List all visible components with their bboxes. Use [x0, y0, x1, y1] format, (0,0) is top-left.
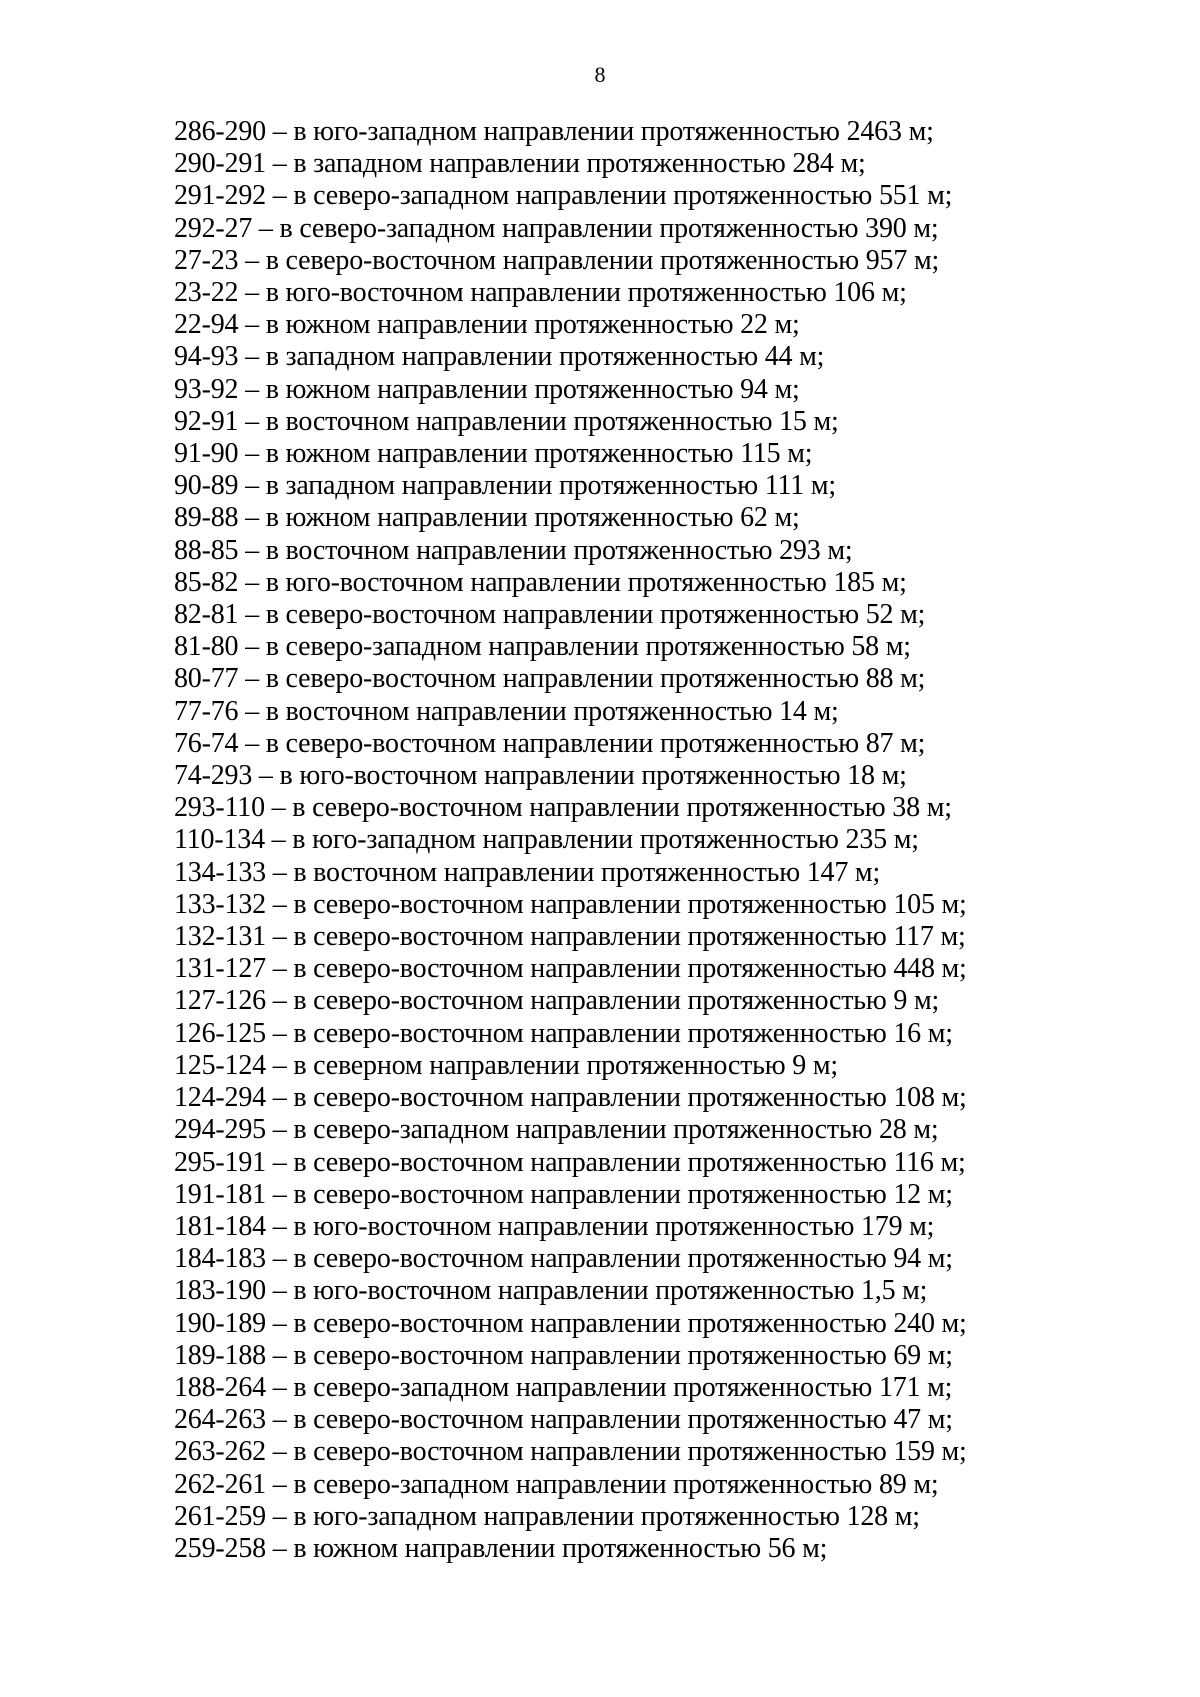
segment-line: 259-258 – в южном направлении протяженностью 56 м;: [174, 1532, 828, 1564]
segment-line: 27-23 – в северо-восточном направлении протяженностью 957 м;: [174, 244, 940, 276]
segment-line: 92-91 – в восточном направлении протяженностью 15 м;: [174, 405, 839, 437]
segment-line: 110-134 – в юго-западном направлении протяженностью 235 м;: [174, 824, 919, 856]
segment-line: 23-22 – в юго-восточном направлении протяженностью 106 м;: [174, 277, 907, 309]
segment-line: 81-80 – в северо-западном направлении протяженностью 58 м;: [174, 631, 911, 663]
segment-line: 127-126 – в северо-восточном направлении протяженностью 9 м;: [174, 985, 940, 1017]
segment-line: 181-184 – в юго-восточном направлении протяженностью 179 м;: [174, 1210, 935, 1242]
segment-line: 190-189 – в северо-восточном направлении протяженностью 240 м;: [174, 1307, 967, 1339]
segment-line: 293-110 – в северо-восточном направлении протяженностью 38 м;: [174, 792, 952, 824]
segment-line: 93-92 – в южном направлении протяженностью 94 м;: [174, 373, 800, 405]
segment-line: 133-132 – в северо-восточном направлении протяженностью 105 м;: [174, 888, 967, 920]
segment-line: 291-292 – в северо-западном направлении протяженностью 551 м;: [174, 180, 953, 212]
segment-line: 294-295 – в северо-западном направлении протяженностью 28 м;: [174, 1114, 939, 1146]
segment-line: 125-124 – в северном направлении протяженностью 9 м;: [174, 1049, 838, 1081]
segment-line: 91-90 – в южном направлении протяженностью 115 м;: [174, 438, 813, 470]
segment-line: 261-259 – в юго-западном направлении протяженностью 128 м;: [174, 1500, 920, 1532]
segment-line: 264-263 – в северо-восточном направлении протяженностью 47 м;: [174, 1404, 953, 1436]
segment-line: 188-264 – в северо-западном направлении протяженностью 171 м;: [174, 1371, 953, 1403]
segment-line: 85-82 – в юго-восточном направлении протяженностью 185 м;: [174, 566, 907, 598]
segment-line: 134-133 – в восточном направлении протяженностью 147 м;: [174, 856, 881, 888]
segment-line: 94-93 – в западном направлении протяженностью 44 м;: [174, 341, 825, 373]
segment-line: 263-262 – в северо-восточном направлении протяженностью 159 м;: [174, 1436, 967, 1468]
segment-line: 77-76 – в восточном направлении протяженностью 14 м;: [174, 695, 839, 727]
segment-line: 286-290 – в юго-западном направлении протяженностью 2463 м;: [174, 116, 934, 147]
segment-line: 292-27 – в северо-западном направлении протяженностью 390 м;: [174, 212, 939, 244]
segment-line: 89-88 – в южном направлении протяженностью 62 м;: [174, 502, 800, 534]
segment-line: 183-190 – в юго-восточном направлении протяженностью 1,5 м;: [174, 1275, 928, 1307]
segment-line: 88-85 – в восточном направлении протяженностью 293 м;: [174, 534, 853, 566]
segment-line: 184-183 – в северо-восточном направлении протяженностью 94 м;: [174, 1243, 953, 1275]
segment-line: 74-293 – в юго-восточном направлении протяженностью 18 м;: [174, 760, 907, 792]
segment-line: 124-294 – в северо-восточном направлении протяженностью 108 м;: [174, 1082, 967, 1114]
segment-line: 82-81 – в северо-восточном направлении протяженностью 52 м;: [174, 599, 926, 631]
segment-line: 90-89 – в западном направлении протяженностью 111 м;: [174, 470, 836, 502]
page-number: 8: [594, 62, 606, 87]
segment-line: 76-74 – в северо-восточном направлении протяженностью 87 м;: [174, 727, 926, 759]
segment-line: 290-291 – в западном направлении протяженностью 284 м;: [174, 148, 866, 180]
segment-line: 80-77 – в северо-восточном направлении протяженностью 88 м;: [174, 663, 926, 695]
segment-line: 191-181 – в северо-восточном направлении протяженностью 12 м;: [174, 1178, 953, 1210]
segment-line: 22-94 – в южном направлении протяженностью 22 м;: [174, 309, 800, 341]
segment-list: [174, 116, 1074, 1565]
segment-line: 262-261 – в северо-западном направлении протяженностью 89 м;: [174, 1468, 939, 1500]
segment-line: 295-191 – в северо-восточном направлении протяженностью 116 м;: [174, 1146, 966, 1178]
segment-line: 126-125 – в северо-восточном направлении протяженностью 16 м;: [174, 1017, 953, 1049]
segment-line: 189-188 – в северо-восточном направлении протяженностью 69 м;: [174, 1339, 953, 1371]
segment-line: 132-131 – в северо-восточном направлении протяженностью 117 м;: [174, 921, 966, 953]
segment-line: 131-127 – в северо-восточном направлении протяженностью 448 м;: [174, 953, 967, 985]
